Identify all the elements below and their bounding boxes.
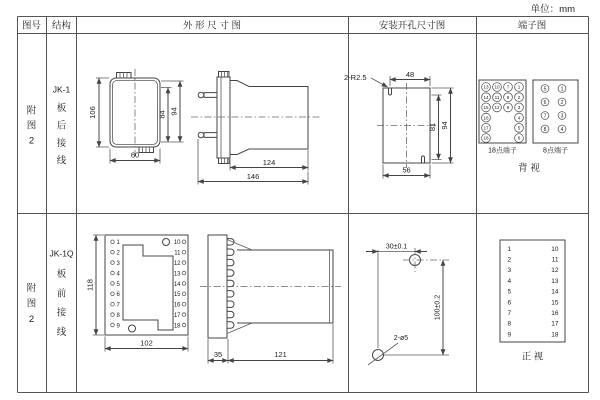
terminal-number: 6 [517, 135, 521, 141]
terminal-number: 10 [494, 84, 500, 90]
dim-label-total-length: 146 [246, 172, 260, 181]
terminal-number: 11 [174, 250, 181, 257]
terminal-number: 8 [543, 126, 547, 133]
terminal-number: 17 [173, 313, 181, 319]
terminal-number: 9 [507, 331, 512, 339]
dim-label-hole-spacing-h: 30±0.1 [385, 243, 408, 251]
wiring-char: 线 [56, 155, 67, 167]
row2-side-view [200, 235, 341, 364]
terminal-number: 6 [116, 292, 120, 299]
row1-model: JK-1 [52, 84, 71, 95]
dim-label-height: 118 [85, 279, 95, 291]
terminal-number: 10 [551, 245, 559, 253]
terminal-number: 4 [507, 277, 512, 285]
terminal-number: 10 [173, 240, 181, 247]
header-structure: 结构 [51, 20, 72, 32]
terminal-number: 13 [483, 84, 489, 90]
terminal-number: 17 [551, 320, 559, 328]
terminal-number: 5 [507, 288, 512, 296]
row2-figure-no-cell [27, 282, 37, 325]
header-figure-no: 图号 [21, 20, 42, 32]
terminal-number: 12 [173, 261, 181, 267]
stud-head [198, 132, 204, 138]
view-label-rear: 背 视 [518, 163, 540, 174]
terminal-number: 8 [507, 320, 512, 328]
terminal-number: 16 [483, 115, 489, 121]
view-label-front: 正 视 [521, 351, 544, 363]
mounting-hole [163, 239, 170, 246]
terminal-number: 4 [560, 126, 564, 133]
header-mounting: 安装开孔尺寸图 [378, 20, 446, 32]
terminal-number: 15 [551, 299, 559, 307]
terminal-number: 9 [506, 105, 510, 111]
terminal-number: 4 [517, 115, 521, 121]
wiring-char: 前 [56, 288, 67, 300]
dim-label-outer-height: 94 [440, 121, 449, 130]
terminal-number: 7 [543, 113, 547, 120]
terminal-number: 8 [506, 94, 510, 100]
terminal-number: 2 [116, 250, 120, 257]
mounting-slot [422, 156, 425, 163]
dim-label-height: 106 [88, 106, 97, 119]
terminal-number: 12 [551, 267, 559, 275]
figure-no-char: 2 [28, 135, 35, 147]
wiring-char: 板 [56, 103, 67, 114]
stud-head [198, 92, 204, 98]
terminal-number: 14 [173, 281, 181, 288]
terminal-number: 15 [483, 105, 489, 111]
row1-structure-cell [53, 85, 71, 167]
terminal-number: 5 [116, 281, 120, 288]
table-grid [18, 17, 589, 393]
terminal-number: 5 [543, 86, 547, 93]
terminal-number: 1 [560, 86, 564, 93]
figure-no-char: 图 [26, 298, 37, 310]
dim-label-inner-height: 84 [157, 110, 167, 119]
terminal-number: 1 [116, 240, 120, 247]
terminal-number: 7 [507, 310, 512, 317]
row2-mounting-view [366, 244, 449, 366]
dim-label-body-length: 124 [262, 158, 276, 167]
terminal-number: 7 [506, 84, 510, 90]
terminal-number: 11 [551, 256, 559, 264]
terminal-number: 3 [560, 113, 564, 120]
units-label: 单位：mm [530, 4, 575, 15]
row2-model: JK-1Q [49, 248, 74, 259]
wiring-char: 线 [56, 326, 67, 338]
row1-figure-no-cell [27, 105, 37, 147]
row1-terminal-view [479, 80, 578, 174]
dim-label-plate-depth: 35 [213, 350, 223, 359]
dim-label-width: 60 [130, 150, 140, 160]
terminal-number: 14 [551, 288, 559, 296]
dim-label-slot-radius: 2-R2.5 [344, 73, 367, 82]
mounting-hole [129, 325, 136, 332]
block8-label: 8点端子 [543, 147, 568, 155]
terminal-number: 13 [173, 271, 181, 278]
terminal-number: 3 [116, 261, 120, 267]
terminal-number: 16 [173, 302, 181, 309]
terminal-number: 16 [551, 310, 559, 317]
terminal-number: 3 [507, 267, 512, 275]
dim-label-hole-diameter: 2-ø5 [393, 335, 409, 342]
header-terminal: 端子图 [517, 20, 547, 32]
terminal-number: 5 [517, 125, 521, 131]
dim-label-bottom-width: 56 [402, 165, 411, 175]
dim-label-inner-height: 81 [428, 122, 437, 132]
terminal-number: 13 [551, 277, 559, 285]
row2-front-view [86, 235, 189, 352]
terminal-number: 18 [483, 135, 489, 141]
terminal-number: 8 [116, 313, 120, 319]
dim-label-body-length: 121 [274, 350, 287, 359]
row1-side-view [191, 72, 320, 185]
terminal-number: 3 [517, 105, 521, 111]
terminal-number: 2 [507, 256, 512, 264]
row2-terminal-view [500, 240, 565, 363]
row2-structure-cell [49, 249, 73, 338]
terminal-number: 6 [543, 99, 547, 106]
terminal-block-8 [533, 80, 578, 143]
terminal-number: 17 [483, 125, 489, 131]
dim-label-top-width: 48 [405, 70, 415, 79]
wiring-char: 接 [56, 307, 67, 319]
terminal-number: 18 [551, 331, 559, 339]
mounting-slot [389, 88, 392, 95]
wiring-char: 接 [56, 138, 67, 149]
terminal-number: 11 [494, 94, 500, 100]
terminal-number: 1 [507, 245, 512, 253]
terminal-circles-18 [482, 83, 524, 143]
terminal-screws [227, 239, 234, 329]
wiring-char: 板 [56, 269, 67, 280]
terminal-number: 2 [517, 94, 521, 100]
row1-front-view [88, 69, 184, 164]
terminal-number: 15 [173, 292, 181, 299]
figure-no-char: 附 [26, 105, 37, 117]
terminal-number: 6 [507, 299, 512, 307]
figure-no-char: 图 [26, 120, 37, 132]
table-header [22, 20, 546, 32]
terminal-number: 18 [173, 323, 181, 330]
figure-no-char: 2 [28, 314, 35, 325]
wiring-char: 后 [56, 120, 67, 132]
dim-label-hole-spacing-v: 100±0.2 [434, 294, 442, 321]
dim-label-outer-height: 94 [169, 107, 179, 116]
terminal-number: 14 [483, 94, 489, 100]
terminal-number: 1 [517, 84, 521, 90]
figure-no-char: 附 [26, 283, 37, 294]
terminal-number: 9 [116, 323, 120, 330]
terminal-number: 12 [494, 105, 500, 111]
terminal-number: 4 [116, 271, 120, 278]
dim-label-width: 102 [140, 338, 153, 348]
header-outline: 外 形 尺 寸 图 [182, 20, 242, 32]
inner-plate-outline [123, 245, 173, 330]
terminal-number: 2 [560, 99, 564, 106]
terminal-number: 7 [116, 302, 120, 309]
block18-label: 18点端子 [488, 147, 517, 155]
row1-mounting-view [344, 70, 454, 179]
